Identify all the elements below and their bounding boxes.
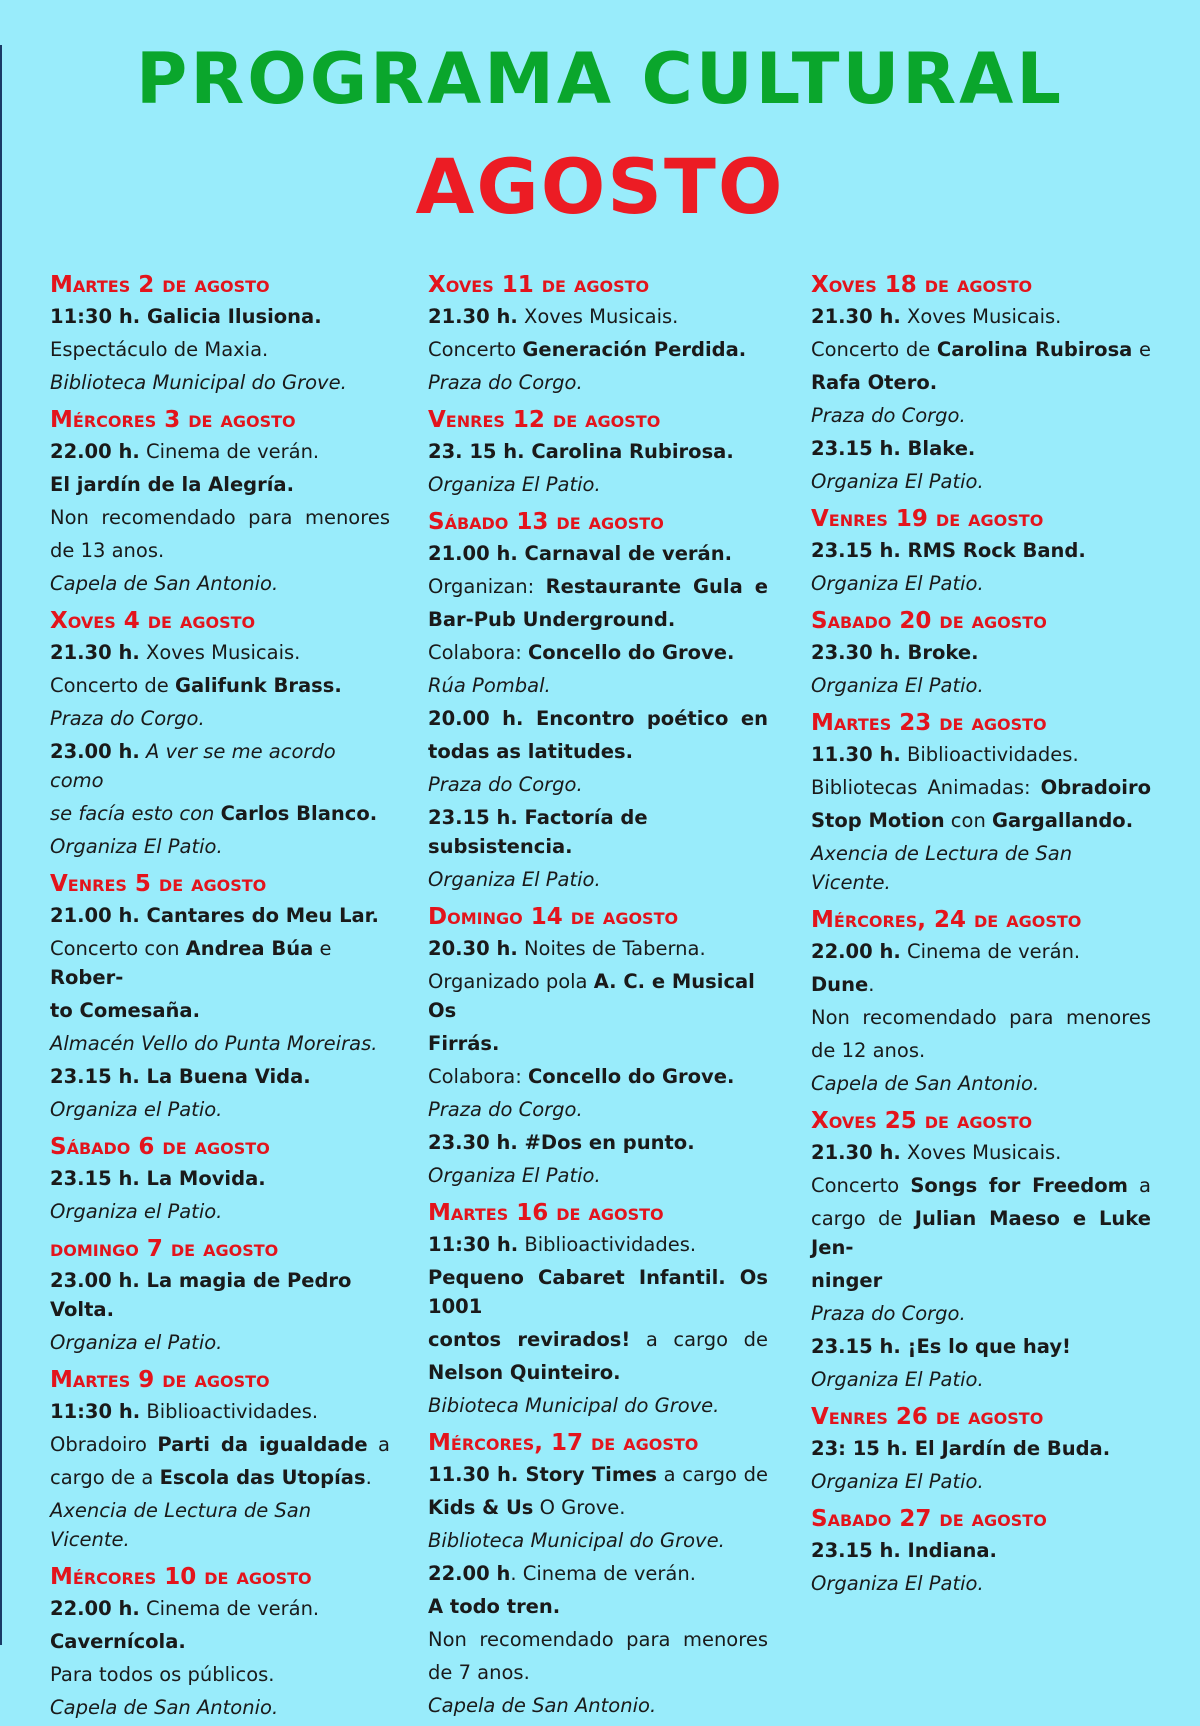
event-text: Rafa Otero. — [811, 371, 938, 394]
event-line — [811, 1467, 1151, 1496]
event-line — [811, 335, 1151, 364]
event-line — [811, 773, 1151, 802]
day-heading: Mércores 3 de agosto — [50, 407, 296, 433]
event-text: 23.30 h. Broke. — [811, 641, 979, 664]
event-text: Xoves Musicais. — [139, 641, 301, 664]
day-heading: Martes 9 de agosto — [50, 1367, 270, 1393]
event-text: Kids & Us — [428, 1496, 534, 1519]
event-text: Organiza El Patio. — [811, 1368, 984, 1391]
event-text: 20.30 h. — [428, 937, 518, 960]
event-text: Nelson Quinteiro. — [428, 1361, 621, 1384]
event-text: Concerto — [811, 1174, 911, 1197]
event-text: Cinema de verán. — [139, 1597, 320, 1620]
event-line — [428, 1128, 768, 1157]
event-text: Capela de San Antonio. — [50, 572, 279, 595]
day-heading: Mércores, 24 de agosto — [811, 907, 1082, 933]
event-text: Praza do Corgo. — [428, 371, 583, 394]
event-text: contos revirados! — [428, 1328, 631, 1351]
event-text: Organiza El Patio. — [811, 674, 984, 697]
event-line — [811, 740, 1151, 769]
event-line — [50, 1164, 390, 1193]
event-line — [428, 1391, 768, 1420]
event-text: El jardín de la Alegría. — [50, 473, 294, 496]
event-text: Firrás. — [428, 1032, 500, 1055]
event-text: Concello do Grove. — [527, 641, 735, 664]
event-line — [50, 638, 390, 667]
event-line — [50, 901, 390, 930]
event-line — [50, 1095, 390, 1124]
event-line — [428, 1625, 768, 1654]
event-text: Bar-Pub Underground. — [428, 608, 676, 631]
event-text: A ver se me acordo como — [50, 740, 336, 792]
event-line — [50, 302, 390, 331]
event-line — [50, 671, 390, 700]
event-line — [428, 1460, 768, 1489]
event-line — [811, 1036, 1151, 1065]
event-line — [811, 671, 1151, 700]
schedule-column-3 — [811, 270, 1151, 1602]
event-line — [428, 803, 768, 861]
event-line — [428, 1161, 768, 1190]
event-line — [428, 967, 768, 1025]
event-text: Carlos Blanco. — [220, 802, 378, 825]
event-line — [50, 704, 390, 733]
event-text: Xoves Musicais. — [517, 305, 679, 328]
event-text: a cargo de — [657, 1463, 768, 1486]
day-heading: Sábado 6 de agosto — [50, 1134, 270, 1160]
month-title: AGOSTO — [415, 142, 785, 231]
event-line — [428, 1592, 768, 1621]
event-text: Parti da igualdade — [157, 1433, 368, 1456]
event-text: Non recomendado para menores — [50, 506, 390, 529]
event-text: 23.30 h. #Dos en punto. — [428, 1131, 695, 1154]
event-text: Organiza El Patio. — [50, 835, 223, 858]
event-text: Rúa Pombal. — [428, 674, 551, 697]
event-text: Organiza El Patio. — [428, 1164, 601, 1187]
event-line — [50, 934, 390, 992]
event-text: 23.15 h. Indiana. — [811, 1539, 997, 1562]
event-line — [428, 539, 768, 568]
schedule-column-1 — [50, 270, 390, 1726]
event-text: . — [868, 973, 875, 996]
event-text: 22.00 h. — [811, 940, 901, 963]
event-text: 23.15 h. Factoría de subsistencia. — [428, 806, 648, 858]
event-text: 21.30 h. — [50, 641, 140, 664]
event-text: . Cinema de verán. — [510, 1562, 696, 1585]
event-line — [50, 1660, 390, 1689]
event-line — [428, 1493, 768, 1522]
event-line — [428, 1029, 768, 1058]
event-text: e — [1132, 338, 1151, 361]
event-line — [50, 1397, 390, 1426]
event-text: Xoves Musicais. — [900, 1141, 1062, 1164]
event-line — [428, 470, 768, 499]
event-line — [50, 1328, 390, 1357]
event-line — [811, 1138, 1151, 1167]
event-text: a cargo de — [630, 1328, 768, 1351]
event-text: Pequeno Cabaret Infantil. Os 1001 — [428, 1266, 768, 1318]
event-text: Stop Motion — [811, 809, 945, 832]
event-line — [428, 934, 768, 963]
event-line — [50, 1463, 390, 1492]
event-text: Organiza El Patio. — [811, 572, 984, 595]
event-line — [50, 536, 390, 565]
event-line — [811, 937, 1151, 966]
event-text: Concerto con — [50, 937, 186, 960]
event-line — [811, 467, 1151, 496]
event-text: Restaurante Gula e — [545, 575, 768, 598]
event-text: Organiza el Patio. — [50, 1200, 223, 1223]
event-line — [428, 1062, 768, 1091]
event-text: Rober- — [50, 966, 124, 989]
day-heading: Domingo 14 de agosto — [428, 904, 679, 930]
event-text: 11:30 h. — [50, 1400, 141, 1423]
event-line — [811, 536, 1151, 565]
event-text: Bibioteca Municipal do Grove. — [428, 1394, 720, 1417]
event-text: 11.30 h. — [811, 743, 901, 766]
event-text: Carolina Rubirosa — [936, 338, 1133, 361]
event-text: todas as latitudes. — [428, 740, 634, 763]
event-text: Non recomendado para menores — [428, 1628, 768, 1651]
event-line — [811, 1365, 1151, 1394]
event-text: Biblioactividades. — [140, 1400, 319, 1423]
day-heading: Xoves 18 de agosto — [811, 272, 1033, 298]
event-text: Organiza el Patio. — [50, 1098, 223, 1121]
event-line — [50, 1594, 390, 1623]
schedule-column-2 — [428, 270, 768, 1724]
day-heading: Martes 23 de agosto — [811, 710, 1047, 736]
event-line — [50, 1693, 390, 1722]
event-line — [428, 302, 768, 331]
event-text: 11:30 h. — [428, 1233, 519, 1256]
event-text: Colabora: — [428, 1065, 528, 1088]
event-text: Organiza El Patio. — [811, 1572, 984, 1595]
event-line — [50, 437, 390, 466]
event-text: 22.00 h — [428, 1562, 511, 1585]
event-text: de 12 anos. — [811, 1039, 926, 1062]
event-text: O Grove. — [533, 1496, 626, 1519]
event-line — [50, 1029, 390, 1058]
event-line — [428, 1095, 768, 1124]
event-line — [428, 368, 768, 397]
event-line — [811, 839, 1151, 897]
event-text: Biblioactividades. — [518, 1233, 697, 1256]
event-text: Galifunk Brass. — [175, 674, 342, 697]
event-text: Concerto de — [50, 674, 175, 697]
event-text: cargo de — [811, 1207, 915, 1230]
event-text: Dune — [811, 973, 869, 996]
day-heading: Martes 16 de agosto — [428, 1200, 664, 1226]
event-line — [811, 1266, 1151, 1295]
event-text: Praza do Corgo. — [428, 773, 583, 796]
event-text: Organizado pola — [428, 970, 594, 993]
event-text: 23. 15 h. Carolina Rubirosa. — [428, 440, 734, 463]
event-line — [811, 1204, 1151, 1262]
event-line — [811, 806, 1151, 835]
event-text: 22.00 h. — [50, 440, 140, 463]
event-text: Andrea Búa — [185, 937, 314, 960]
event-line — [811, 302, 1151, 331]
event-text: Praza do Corgo. — [50, 707, 205, 730]
event-line — [811, 1332, 1151, 1361]
event-line — [50, 799, 390, 828]
event-text: con — [944, 809, 993, 832]
event-line — [50, 996, 390, 1025]
event-text: Non recomendado para menores — [811, 1006, 1151, 1029]
event-text: Bibliotecas Animadas: — [811, 776, 1041, 799]
event-text: 23.15 h. ¡Es lo que hay! — [811, 1335, 1071, 1358]
event-text: Concerto de — [811, 338, 937, 361]
event-text: Capela de San Antonio. — [428, 1694, 657, 1717]
event-line — [811, 1434, 1151, 1463]
day-heading: Xoves 11 de agosto — [428, 272, 650, 298]
event-text: Obradoiro — [1040, 776, 1151, 799]
event-text: 21.30 h. — [811, 305, 901, 328]
event-line — [428, 1358, 768, 1387]
event-text: . — [365, 1466, 372, 1489]
event-text: Capela de San Antonio. — [50, 1696, 279, 1719]
event-line — [50, 1430, 390, 1459]
event-text: 20.00 h. Encontro poético en — [428, 707, 768, 730]
day-heading: Xoves 25 de agosto — [811, 1108, 1033, 1134]
day-heading: Venres 5 de agosto — [50, 871, 267, 897]
event-line — [50, 335, 390, 364]
event-line — [811, 1171, 1151, 1200]
event-line — [428, 572, 768, 601]
event-text: 23.00 h. — [50, 740, 140, 763]
event-text: 11:30 h. Galicia Ilusiona. — [50, 305, 322, 328]
event-line — [428, 704, 768, 733]
event-line — [811, 970, 1151, 999]
event-text: Axencia de Lectura de San Vicente. — [50, 1499, 312, 1551]
event-text: Organiza el Patio. — [50, 1331, 223, 1354]
event-line — [811, 1536, 1151, 1565]
event-line — [811, 569, 1151, 598]
event-text: 23.15 h. Blake. — [811, 437, 976, 460]
event-text: Organiza El Patio. — [428, 473, 601, 496]
event-text: 21.30 h. — [811, 1141, 901, 1164]
day-heading: Venres 12 de agosto — [428, 407, 661, 433]
event-line — [50, 569, 390, 598]
event-text: A. C. e Musical Os — [428, 970, 755, 1022]
event-line — [428, 1325, 768, 1354]
event-text: 21.00 h. Cantares do Meu Lar. — [50, 904, 379, 927]
day-heading: Venres 26 de agosto — [811, 1404, 1044, 1430]
event-text: a — [1127, 1174, 1151, 1197]
event-line — [428, 1691, 768, 1720]
event-text: Organiza El Patio. — [428, 868, 601, 891]
event-text: Biblioactividades. — [900, 743, 1079, 766]
page-title: PROGRAMA CULTURAL — [136, 38, 1064, 120]
day-heading: Venres 19 de agosto — [811, 506, 1044, 532]
event-line — [50, 503, 390, 532]
event-text: Cinema de verán. — [900, 940, 1081, 963]
event-text: Cavernícola. — [50, 1630, 186, 1653]
day-heading: Martes 2 de agosto — [50, 272, 270, 298]
event-text: Organizan: — [428, 575, 546, 598]
event-text: a — [367, 1433, 390, 1456]
event-text: de 13 anos. — [50, 539, 165, 562]
event-text: Generación Perdida. — [522, 338, 747, 361]
event-text: 23: 15 h. El Jardín de Buda. — [811, 1437, 1111, 1460]
event-text: e — [313, 937, 332, 960]
event-text: 21.30 h. — [428, 305, 518, 328]
event-text: 11.30 h. Story Times — [428, 1463, 657, 1486]
event-text: Concerto — [428, 338, 523, 361]
event-line — [811, 401, 1151, 430]
event-text: Praza do Corgo. — [811, 1302, 966, 1325]
event-line — [428, 737, 768, 766]
event-line — [428, 335, 768, 364]
event-line — [811, 1569, 1151, 1598]
day-heading: Sabado 27 de agosto — [811, 1506, 1047, 1532]
event-text: Cinema de verán. — [139, 440, 320, 463]
event-line — [50, 1627, 390, 1656]
event-text: Xoves Musicais. — [900, 305, 1062, 328]
event-line — [428, 638, 768, 667]
event-text: Organiza El Patio. — [811, 470, 984, 493]
left-edge-line — [0, 45, 2, 1645]
event-text: Julian Maeso e Luke Jen- — [811, 1207, 1151, 1259]
day-heading: Mércores 10 de agosto — [50, 1564, 312, 1590]
event-line — [50, 832, 390, 861]
event-line — [50, 1197, 390, 1226]
event-text: 23.15 h. RMS Rock Band. — [811, 539, 1086, 562]
event-text: Concello do Grove. — [527, 1065, 735, 1088]
event-text: Almacén Vello do Punta Moreiras. — [50, 1032, 378, 1055]
event-text: 23.15 h. La Buena Vida. — [50, 1065, 311, 1088]
event-line — [50, 737, 390, 795]
event-text: Praza do Corgo. — [428, 1098, 583, 1121]
event-line — [811, 1299, 1151, 1328]
event-line — [428, 1559, 768, 1588]
day-heading: Sabado 20 de agosto — [811, 608, 1047, 634]
event-line — [811, 638, 1151, 667]
day-heading: domingo 7 de agosto — [50, 1236, 279, 1262]
event-line — [428, 437, 768, 466]
event-text: Songs for Freedom — [910, 1174, 1128, 1197]
event-line — [50, 1496, 390, 1554]
event-line — [811, 434, 1151, 463]
event-text: Obradoiro — [50, 1433, 158, 1456]
event-text: Noites de Taberna. — [517, 937, 706, 960]
event-text: Para todos os públicos. — [50, 1663, 275, 1686]
event-line — [428, 1263, 768, 1321]
event-text: 23.15 h. La Movida. — [50, 1167, 266, 1190]
event-line — [428, 865, 768, 894]
event-line — [428, 671, 768, 700]
event-line — [50, 1266, 390, 1324]
event-line — [50, 470, 390, 499]
day-heading: Mércores, 17 de agosto — [428, 1430, 699, 1456]
event-text: 22.00 h. — [50, 1597, 140, 1620]
event-text: to Comesaña. — [50, 999, 200, 1022]
event-text: Colabora: — [428, 641, 528, 664]
event-text: Escola das Utopías — [159, 1466, 366, 1489]
event-line — [50, 1062, 390, 1091]
event-line — [811, 1003, 1151, 1032]
event-text: Capela de San Antonio. — [811, 1072, 1040, 1095]
event-text: Gargallando. — [992, 809, 1134, 832]
event-text: Axencia de Lectura de San Vicente. — [811, 842, 1073, 894]
event-text: ninger — [811, 1269, 883, 1292]
day-heading: Sábado 13 de agosto — [428, 509, 664, 535]
event-line — [428, 1526, 768, 1555]
event-text: 21.00 h. Carnaval de verán. — [428, 542, 732, 565]
event-line — [50, 368, 390, 397]
event-line — [428, 605, 768, 634]
event-text: Organiza El Patio. — [811, 1470, 984, 1493]
event-text: Praza do Corgo. — [811, 404, 966, 427]
event-text: cargo de a — [50, 1466, 160, 1489]
event-line — [811, 368, 1151, 397]
event-text: se facía esto con — [50, 802, 221, 825]
event-text: 23.00 h. La magia de Pedro Volta. — [50, 1269, 352, 1321]
event-line — [811, 1069, 1151, 1098]
event-text: Biblioteca Municipal do Grove. — [428, 1529, 725, 1552]
event-line — [428, 770, 768, 799]
event-text: A todo tren. — [428, 1595, 561, 1618]
day-heading: Xoves 4 de agosto — [50, 608, 256, 634]
event-text: Espectáculo de Maxia. — [50, 338, 269, 361]
event-line — [428, 1658, 768, 1687]
event-text: Biblioteca Municipal do Grove. — [50, 371, 347, 394]
event-line — [428, 1230, 768, 1259]
event-text: de 7 anos. — [428, 1661, 530, 1684]
